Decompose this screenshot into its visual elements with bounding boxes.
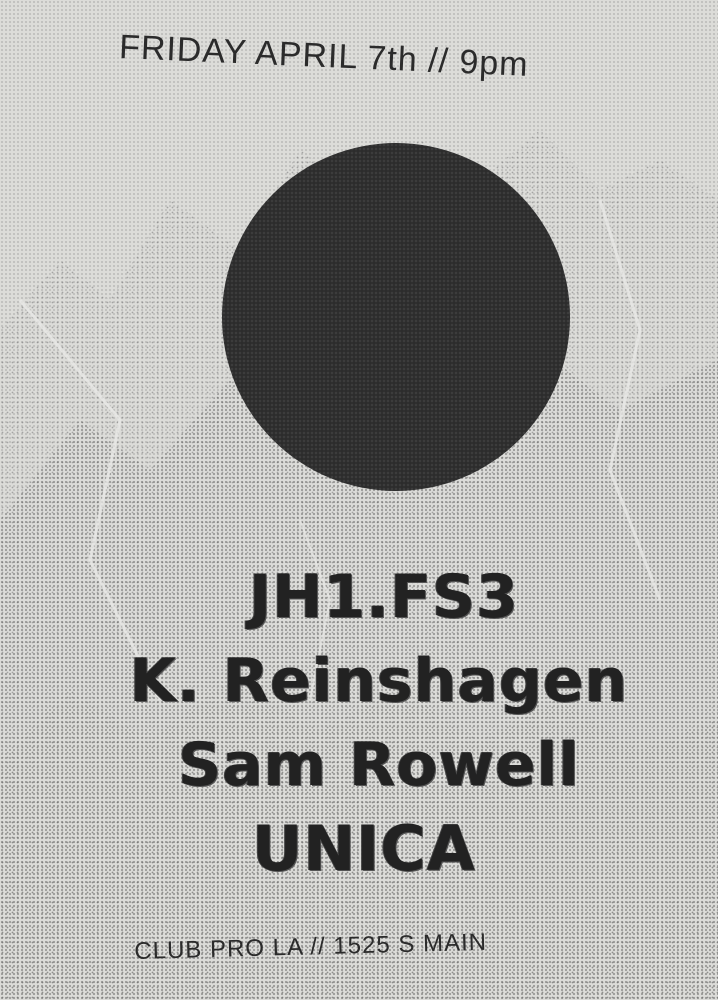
lineup	[0, 555, 718, 891]
act-sam-rowell: Sam Rowell	[178, 730, 580, 800]
venue-address: CLUB PRO LA // 1525 S MAIN	[134, 928, 488, 965]
sun-circle-graphic	[222, 143, 570, 491]
event-date-time: FRIDAY APRIL 7th // 9pm	[118, 28, 530, 84]
act-unica: UNICA	[252, 812, 476, 885]
act-jh1-fs3: JH1.FS3	[248, 562, 520, 632]
act-k-reinshagen: K. Reinshagen	[129, 646, 629, 716]
